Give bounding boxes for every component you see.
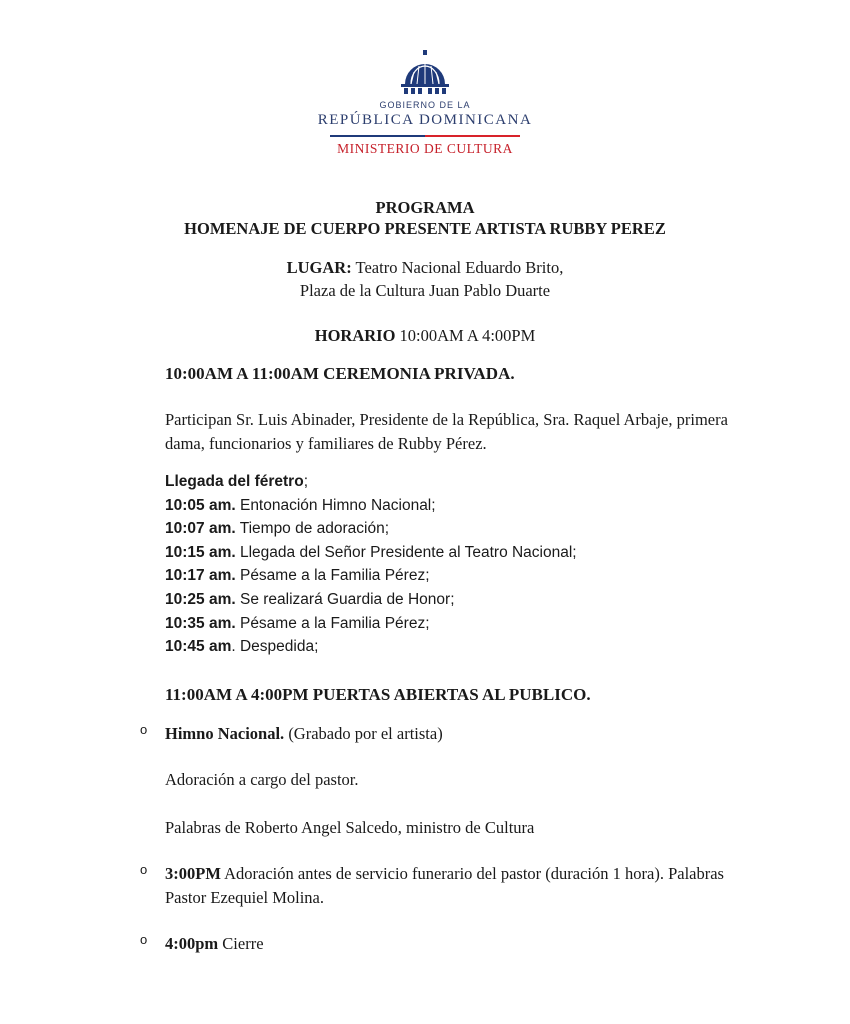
bullet-item-himno bbox=[165, 722, 765, 746]
schedule-text: Llegada del Señor Presidente al Teatro Nacional; bbox=[235, 543, 577, 561]
list-item bbox=[165, 494, 577, 518]
bullet-icon: o bbox=[140, 722, 148, 737]
letterhead bbox=[0, 50, 850, 157]
bullet-item-text: (Grabado por el artista) bbox=[284, 724, 443, 743]
gov-small-label: GOBIERNO DE LA bbox=[379, 100, 471, 110]
private-schedule-list bbox=[165, 470, 577, 659]
adoracion-line: Adoración a cargo del pastor. bbox=[165, 770, 359, 789]
list-item bbox=[165, 541, 577, 565]
letterhead-rule bbox=[330, 135, 520, 137]
list-item bbox=[165, 612, 577, 636]
schedule-text: . Despedida; bbox=[231, 638, 319, 656]
schedule-text: Tiempo de adoración; bbox=[235, 520, 390, 538]
hours-value: 10:00AM A 4:00PM bbox=[395, 326, 536, 345]
schedule-text: Pésame a la Familia Pérez; bbox=[235, 614, 430, 632]
palabras-line: Palabras de Roberto Angel Salcedo, ministro de Cultura bbox=[165, 818, 535, 837]
location-label: LUGAR: bbox=[286, 258, 352, 277]
private-ceremony-heading: 10:00AM A 11:00AM CEREMONIA PRIVADA. bbox=[165, 364, 515, 383]
location-line-2: Plaza de la Cultura Juan Pablo Duarte bbox=[299, 281, 551, 300]
bullet-icon: o bbox=[140, 862, 148, 877]
bullet-item-text: Adoración antes de servicio funerario del pastor (duración 1 hora). Palabras Pastor Ezequiel Molina. bbox=[165, 864, 724, 907]
gov-name-label: REPÚBLICA DOMINICANA bbox=[317, 112, 533, 128]
bullet-item-3pm bbox=[165, 862, 765, 910]
bullet-item-text: Cierre bbox=[218, 934, 264, 953]
bullet-item-title: 4:00pm bbox=[165, 934, 219, 953]
hours-label: HORARIO bbox=[314, 326, 396, 345]
schedule-time: 10:17 am. bbox=[165, 567, 236, 585]
dome-logo-icon bbox=[397, 50, 453, 96]
list-item bbox=[165, 588, 577, 612]
bullet-icon: o bbox=[140, 932, 148, 947]
ministry-label: MINISTERIO DE CULTURA bbox=[337, 141, 513, 156]
schedule-time: 10:07 am. bbox=[165, 520, 236, 538]
schedule-time: 10:45 am bbox=[165, 638, 232, 656]
schedule-time: 10:15 am. bbox=[165, 543, 236, 561]
bullet-item-title: Himno Nacional. bbox=[165, 724, 285, 743]
location-line-1 bbox=[0, 258, 850, 278]
list-item bbox=[165, 517, 577, 541]
program-title: PROGRAMA bbox=[375, 198, 475, 217]
schedule-time: 10:35 am. bbox=[165, 614, 236, 632]
bullet-item-4pm bbox=[165, 932, 765, 956]
list-item bbox=[165, 564, 577, 588]
program-subtitle: HOMENAJE DE CUERPO PRESENTE ARTISTA RUBBY PEREZ bbox=[184, 219, 666, 238]
participants-paragraph: Participan Sr. Luis Abinader, Presidente de la República, Sra. Raquel Arbaje, primera dama, funcionarios y familiares de Rubby Pérez. bbox=[165, 410, 728, 453]
schedule-text: Entonación Himno Nacional; bbox=[235, 496, 436, 514]
schedule-time: Llegada del féretro bbox=[165, 473, 304, 490]
location-value: Teatro Nacional Eduardo Brito, bbox=[351, 258, 564, 277]
schedule-time: 10:05 am. bbox=[165, 496, 236, 514]
schedule-text: Pésame a la Familia Pérez; bbox=[235, 567, 430, 585]
public-hours-heading: 11:00AM A 4:00PM PUERTAS ABIERTAS AL PUBLICO. bbox=[165, 685, 591, 704]
schedule-text: Se realizará Guardia de Honor; bbox=[235, 590, 455, 608]
schedule-text: ; bbox=[303, 473, 308, 490]
hours-line bbox=[0, 326, 850, 346]
list-item bbox=[165, 635, 577, 659]
schedule-time: 10:25 am. bbox=[165, 590, 236, 608]
bullet-item-title: 3:00PM bbox=[165, 864, 221, 883]
list-item bbox=[165, 470, 577, 494]
